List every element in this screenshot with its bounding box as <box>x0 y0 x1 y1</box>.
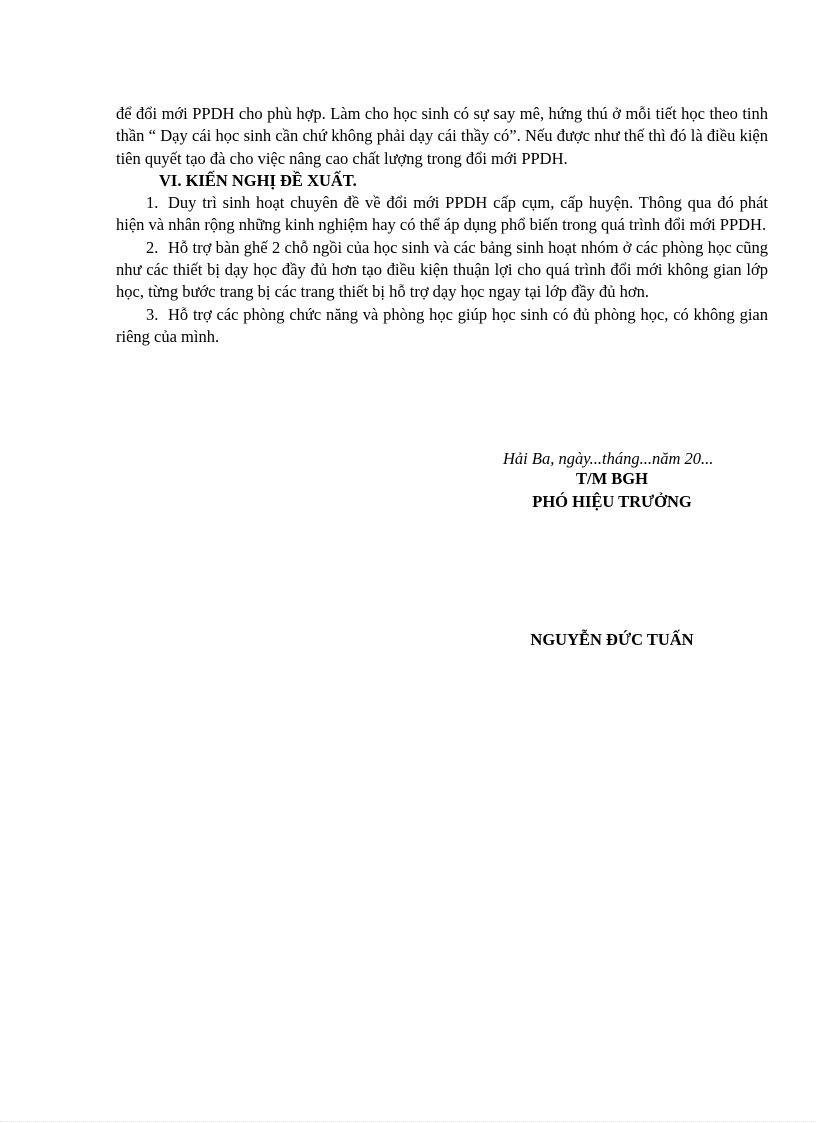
signature-date-line: Hải Ba, ngày...tháng...năm 20... <box>503 449 714 468</box>
signature-title: PHÓ HIỆU TRƯỞNG <box>532 492 692 511</box>
intro-paragraph: để đổi mới PPDH cho phù hợp. Làm cho học sinh có sự say mê, hứng thú ở mỗi tiết học theo tinh thần “ Dạy cái học sinh cần chứ không phải dạy cái thầy có”. Nếu được như thế thì đó là điều kiện tiên quyết tạo đà cho việc nâng cao chất lượng trong đổi mới PPDH. <box>116 104 768 168</box>
recommendation-item <box>116 237 768 304</box>
signature-name: NGUYỄN ĐỨC TUẤN <box>530 630 694 649</box>
recommendation-text: Hỗ trợ bàn ghế 2 chỗ ngồi của học sinh và các bảng sinh hoạt nhóm ở các phòng học cũng như các thiết bị dạy học đầy đủ hơn tạo điều kiện thuận lợi cho quá trình đổi mới không gian lớp học, từng bước trang bị các trang thiết bị hỗ trợ dạy học ngay tại lớp đầy đủ hơn. <box>116 237 768 302</box>
recommendation-item <box>116 192 768 237</box>
page-bottom-divider <box>0 1121 816 1122</box>
recommendation-text: Hỗ trợ các phòng chức năng và phòng học giúp học sinh có đủ phòng học, có không gian riêng của mình. <box>116 304 768 346</box>
recommendation-number: 3. <box>146 304 159 324</box>
recommendation-item <box>116 304 768 349</box>
section-heading: VI. KIẾN NGHỊ ĐỀ XUẤT. <box>159 170 357 190</box>
document-body <box>116 103 768 348</box>
recommendation-number: 2. <box>146 237 159 257</box>
recommendation-text: Duy trì sinh hoạt chuyên đề về đổi mới PPDH cấp cụm, cấp huyện. Thông qua đó phát hiện và nhân rộng những kinh nghiệm hay có thể áp dụng phổ biến trong quá trình đổi mới PPDH. <box>116 193 768 235</box>
signature-organization: T/M BGH <box>576 469 648 488</box>
recommendation-number: 1. <box>146 193 159 213</box>
